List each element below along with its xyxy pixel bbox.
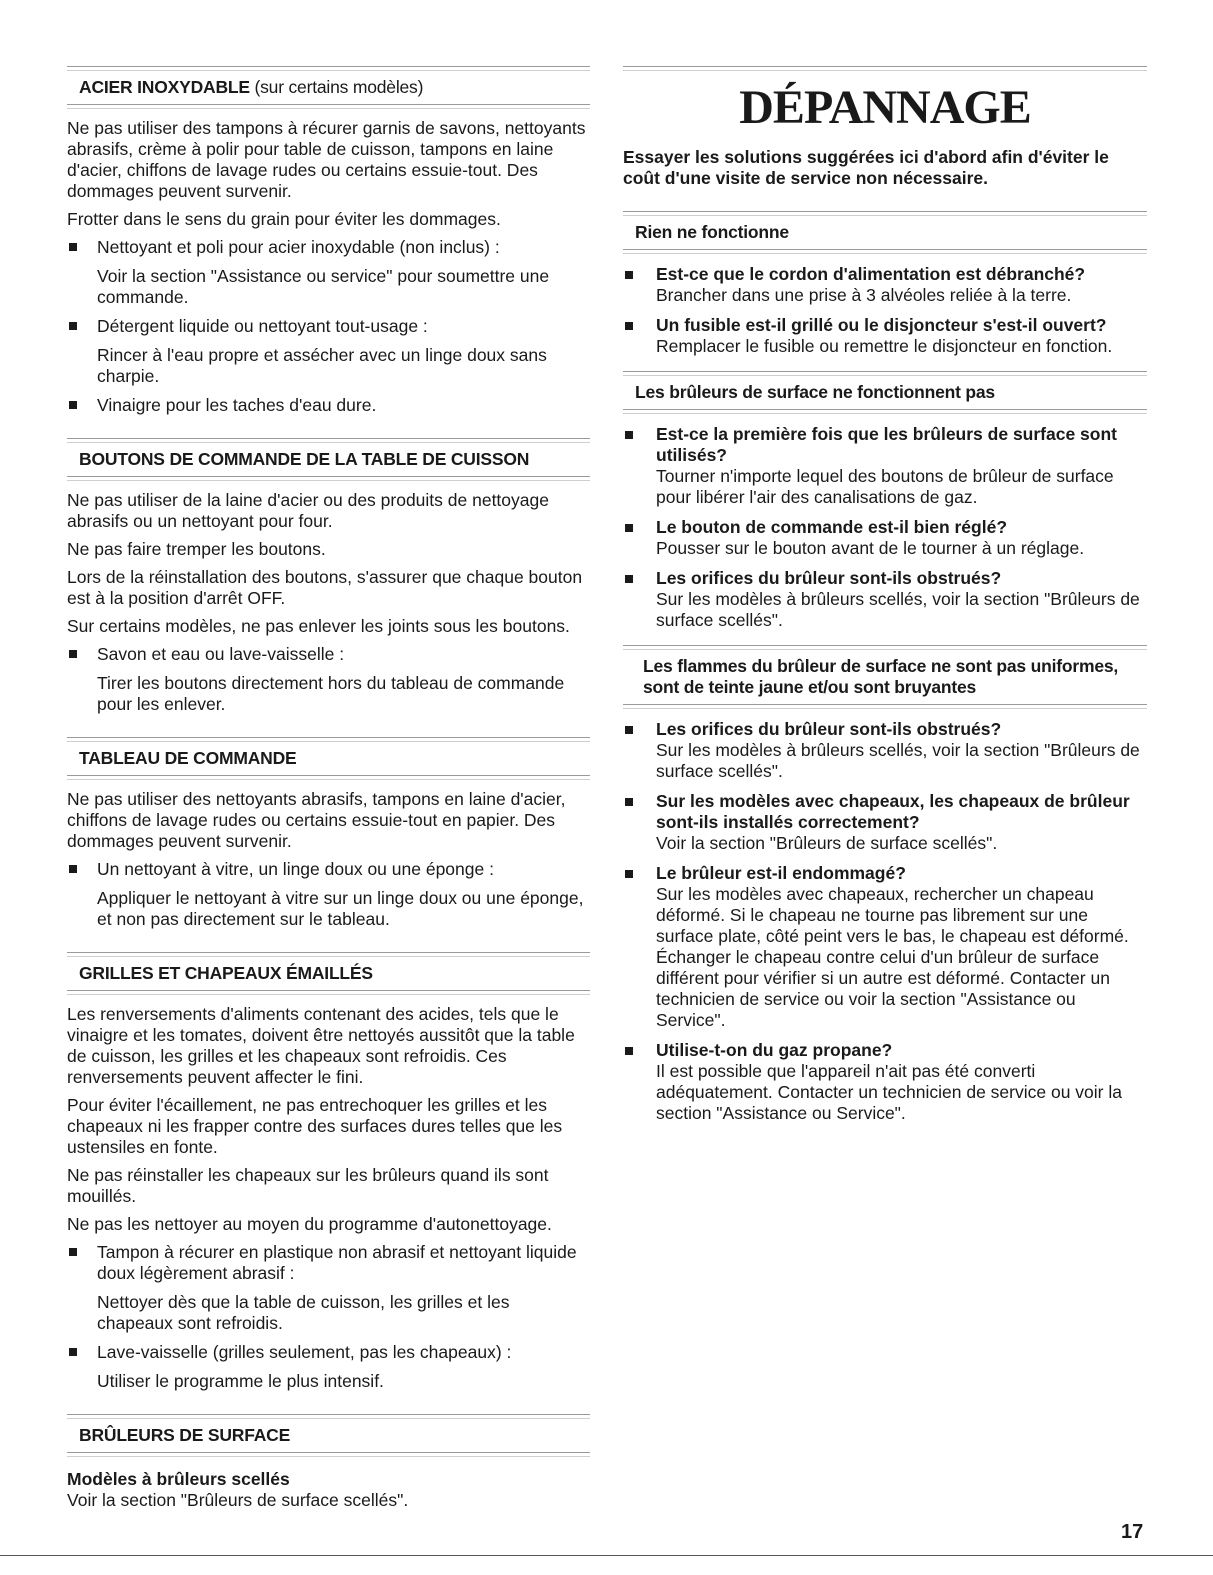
bullet-text: Lave-vaisselle (grilles seulement, pas les chapeaux) : bbox=[97, 1342, 512, 1362]
list-item bbox=[67, 395, 590, 416]
bullet-text: Un nettoyant à vitre, un linge doux ou une éponge : bbox=[97, 859, 494, 879]
right-column bbox=[623, 66, 1147, 1133]
section-tableau-de-commande bbox=[67, 737, 590, 930]
paragraph: Ne pas utiliser de la laine d'acier ou des produits de nettoyage abrasifs ou un nettoyant pour four. bbox=[67, 490, 549, 531]
answer: Tourner n'importe lequel des boutons de brûleur de surface pour libérer l'air des canalisations de gaz. bbox=[656, 466, 1114, 507]
section-bruleurs-ne-fonctionnent-pas bbox=[623, 371, 1147, 631]
question: Sur les modèles avec chapeaux, les chapeaux de brûleur sont-ils installés correctement? bbox=[656, 791, 1130, 832]
page-number: 17 bbox=[1121, 1521, 1144, 1543]
paragraph: Sur certains modèles, ne pas enlever les joints sous les boutons. bbox=[67, 616, 570, 636]
section-heading bbox=[67, 77, 590, 98]
answer: Brancher dans une prise à 3 alvéoles reliée à la terre. bbox=[656, 285, 1072, 305]
section-boutons-de-commande bbox=[67, 438, 590, 715]
list-item bbox=[623, 1040, 1147, 1124]
section-heading: TABLEAU DE COMMANDE bbox=[79, 748, 297, 768]
section-heading: GRILLES ET CHAPEAUX ÉMAILLÉS bbox=[79, 963, 373, 983]
list-item bbox=[67, 237, 590, 308]
title-rule bbox=[623, 66, 1147, 71]
section-acier-inoxydable bbox=[67, 66, 590, 416]
section-rule bbox=[623, 704, 1147, 709]
section-rule bbox=[67, 775, 590, 780]
section-grilles-et-chapeaux bbox=[67, 952, 590, 1392]
list-item bbox=[623, 264, 1147, 306]
section-rule bbox=[67, 476, 590, 481]
paragraph: Frotter dans le sens du grain pour éviter les dommages. bbox=[67, 209, 501, 229]
bullet-list bbox=[67, 237, 590, 416]
bullet-icon bbox=[625, 431, 633, 439]
paragraph: Ne pas faire tremper les boutons. bbox=[67, 539, 326, 559]
answer: Sur les modèles à brûleurs scellés, voir la section "Brûleurs de surface scellés". bbox=[656, 740, 1140, 781]
question: Les orifices du brûleur sont-ils obstrués? bbox=[656, 568, 1002, 588]
section-rule bbox=[67, 438, 590, 443]
answer: Pousser sur le bouton avant de le tourner à un réglage. bbox=[656, 538, 1085, 558]
section-rule bbox=[67, 990, 590, 995]
section-rule bbox=[67, 737, 590, 742]
list-item bbox=[67, 1242, 590, 1334]
section-rule bbox=[67, 1452, 590, 1457]
page-title: DÉPANNAGE bbox=[739, 81, 1031, 134]
list-item bbox=[623, 424, 1147, 508]
answer: Il est possible que l'appareil n'ait pas été converti adéquatement. Contacter un technicien de service ou voir la section "Assistance ou Service". bbox=[656, 1061, 1122, 1123]
bullet-icon bbox=[625, 798, 633, 806]
list-item bbox=[623, 315, 1147, 357]
bullet-text: Détergent liquide ou nettoyant tout-usage : bbox=[97, 316, 428, 336]
answer: Sur les modèles avec chapeaux, rechercher un chapeau déformé. Si le chapeau ne tourne pas librement sur une surface plate, côté peint vers le bas, le chapeau est déformé. Échanger le chapeau contre celui d'un brûleur de surface différent pour vérifier si un autre est déformé. Contacter un technicien de service ou voir la section "Assistance ou Service". bbox=[656, 884, 1129, 1030]
bullet-icon bbox=[69, 865, 77, 873]
question: Utilise-t-on du gaz propane? bbox=[656, 1040, 893, 1060]
list-item bbox=[623, 568, 1147, 631]
bullet-icon bbox=[625, 322, 633, 330]
answer: Remplacer le fusible ou remettre le disjoncteur en fonction. bbox=[656, 336, 1113, 356]
list-item bbox=[67, 644, 590, 715]
paragraph: Ne pas réinstaller les chapeaux sur les brûleurs quand ils sont mouillés. bbox=[67, 1165, 549, 1206]
bullet-icon bbox=[69, 650, 77, 658]
bullet-icon bbox=[69, 322, 77, 330]
heading-light: (sur certains modèles) bbox=[249, 77, 424, 97]
bullet-icon bbox=[625, 524, 633, 532]
list-item bbox=[67, 1342, 590, 1392]
bullet-icon bbox=[69, 243, 77, 251]
list-item bbox=[623, 863, 1147, 1031]
section-rule bbox=[623, 645, 1147, 650]
list-item bbox=[623, 517, 1147, 559]
subheading: Modèles à brûleurs scellés bbox=[67, 1469, 290, 1489]
left-column bbox=[67, 66, 590, 1518]
paragraph: Les renversements d'aliments contenant des acides, tels que le vinaigre et les tomates, doivent être nettoyés aussitôt que la table de cuisson, les grilles et les chapeaux sont refroidis. Ces renversements peuvent affecter le fini. bbox=[67, 1004, 575, 1087]
section-rule bbox=[67, 66, 590, 71]
intro-text: Essayer les solutions suggérées ici d'abord afin d'éviter le coût d'une visite de service non nécessaire. bbox=[623, 147, 1109, 188]
bullet-icon bbox=[625, 271, 633, 279]
bullet-subtext: Utiliser le programme le plus intensif. bbox=[97, 1371, 384, 1391]
question: Le bouton de commande est-il bien réglé? bbox=[656, 517, 1008, 537]
bullet-list bbox=[67, 1242, 590, 1392]
bullet-text: Vinaigre pour les taches d'eau dure. bbox=[97, 395, 377, 415]
paragraph: Ne pas utiliser des tampons à récurer garnis de savons, nettoyants abrasifs, crème à polir pour table de cuisson, tampons en laine d'acier, chiffons de lavage rudes ou certains essuie-tout. Des dommages peuvent survenir. bbox=[67, 118, 586, 201]
section-rule bbox=[623, 409, 1147, 414]
bullet-subtext: Voir la section "Assistance ou service" pour soumettre une commande. bbox=[97, 266, 550, 307]
section-heading: Les brûleurs de surface ne fonctionnent pas bbox=[635, 382, 995, 402]
section-heading: Rien ne fonctionne bbox=[635, 222, 789, 242]
section-rule bbox=[67, 1414, 590, 1419]
list-item bbox=[67, 859, 590, 930]
bullet-icon bbox=[625, 575, 633, 583]
bullet-subtext: Nettoyer dès que la table de cuisson, les grilles et les chapeaux sont refroidis. bbox=[97, 1292, 510, 1333]
list-item bbox=[623, 719, 1147, 782]
bullet-list bbox=[67, 859, 590, 930]
paragraph: Ne pas les nettoyer au moyen du programme d'autonettoyage. bbox=[67, 1214, 552, 1234]
bullet-icon bbox=[69, 1248, 77, 1256]
paragraph: Ne pas utiliser des nettoyants abrasifs, tampons en laine d'acier, chiffons de lavage rudes ou certains essuie-tout en papier. Des dommages peuvent survenir. bbox=[67, 789, 566, 851]
footer-rule bbox=[0, 1555, 1213, 1556]
bullet-icon bbox=[625, 1047, 633, 1055]
bullet-icon bbox=[69, 401, 77, 409]
bullet-subtext: Appliquer le nettoyant à vitre sur un linge doux ou une éponge, et non pas directement sur le tableau. bbox=[97, 888, 584, 929]
answer: Voir la section "Brûleurs de surface scellés". bbox=[656, 833, 998, 853]
section-heading: BRÛLEURS DE SURFACE bbox=[79, 1425, 291, 1445]
question: Est-ce la première fois que les brûleurs de surface sont utilisés? bbox=[656, 424, 1117, 465]
section-heading: Les flammes du brûleur de surface ne sont pas uniformes, sont de teinte jaune et/ou sont bruyantes bbox=[643, 656, 1119, 697]
section-rule bbox=[623, 211, 1147, 216]
question: Un fusible est-il grillé ou le disjoncteur s'est-il ouvert? bbox=[656, 315, 1107, 335]
bullet-icon bbox=[625, 726, 633, 734]
bullet-list bbox=[67, 644, 590, 715]
list-item bbox=[623, 791, 1147, 854]
paragraph: Lors de la réinstallation des boutons, s'assurer que chaque bouton est à la position d'arrêt OFF. bbox=[67, 567, 583, 608]
bullet-icon bbox=[625, 870, 633, 878]
bullet-subtext: Tirer les boutons directement hors du tableau de commande pour les enlever. bbox=[97, 673, 565, 714]
section-rule bbox=[623, 371, 1147, 376]
section-rule bbox=[67, 952, 590, 957]
answer: Sur les modèles à brûleurs scellés, voir la section "Brûleurs de surface scellés". bbox=[656, 589, 1140, 630]
question: Est-ce que le cordon d'alimentation est débranché? bbox=[656, 264, 1086, 284]
section-rule bbox=[67, 104, 590, 109]
paragraph: Pour éviter l'écaillement, ne pas entrechoquer les grilles et les chapeaux ni les frapper contre des surfaces dures telles que les ustensiles en fonte. bbox=[67, 1095, 563, 1157]
paragraph: Voir la section "Brûleurs de surface scellés". bbox=[67, 1490, 409, 1510]
bullet-text: Tampon à récurer en plastique non abrasif et nettoyant liquide doux légèrement abrasif : bbox=[97, 1242, 577, 1283]
bullet-text: Savon et eau ou lave-vaisselle : bbox=[97, 644, 345, 664]
section-flammes-non-uniformes bbox=[623, 645, 1147, 1124]
section-rule bbox=[623, 249, 1147, 254]
section-rien-ne-fonctionne bbox=[623, 211, 1147, 357]
question: Les orifices du brûleur sont-ils obstrués? bbox=[656, 719, 1002, 739]
heading-bold: ACIER INOXYDABLE bbox=[79, 77, 250, 97]
bullet-subtext: Rincer à l'eau propre et assécher avec un linge doux sans charpie. bbox=[97, 345, 547, 386]
section-bruleurs-de-surface bbox=[67, 1414, 590, 1511]
bullet-text: Nettoyant et poli pour acier inoxydable (non inclus) : bbox=[97, 237, 500, 257]
bullet-icon bbox=[69, 1348, 77, 1356]
list-item bbox=[67, 316, 590, 387]
section-heading: BOUTONS DE COMMANDE DE LA TABLE DE CUISSON bbox=[79, 449, 530, 469]
question: Le brûleur est-il endommagé? bbox=[656, 863, 906, 883]
